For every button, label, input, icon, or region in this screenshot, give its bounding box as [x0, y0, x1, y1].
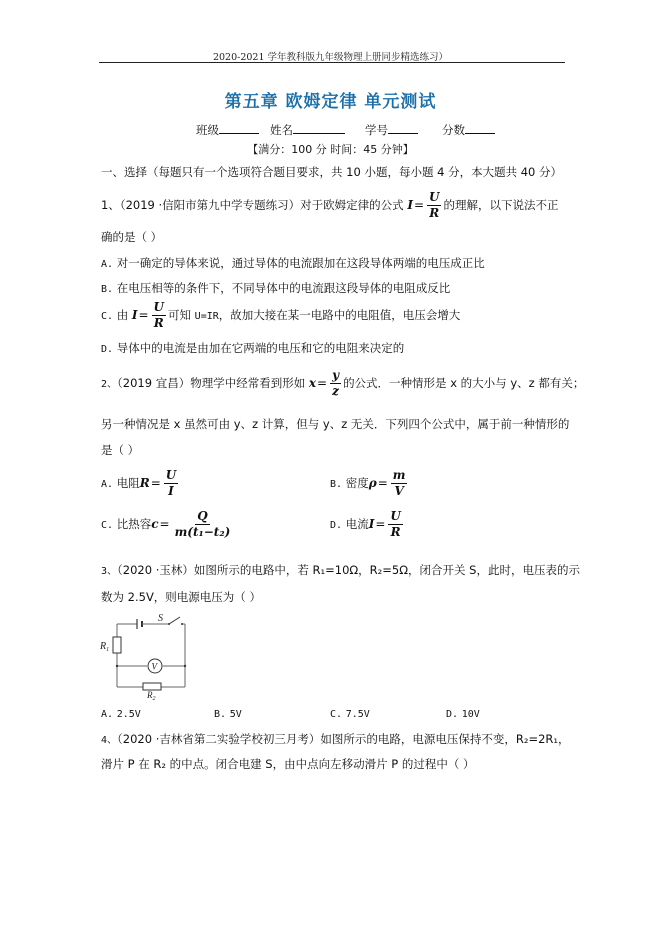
formula-lhs: x: [308, 376, 317, 390]
battery-icon: [137, 619, 147, 629]
formula-fraction: [427, 190, 441, 221]
question-text: 如图所示的电路，电源电压保持不变，R₂=2R₁，: [320, 732, 570, 746]
fraction-numerator: U: [165, 468, 177, 482]
formula-lhs: ρ: [368, 476, 377, 490]
q2-option-b[interactable]: [330, 468, 409, 499]
header-divider: [99, 62, 565, 63]
q2-option-c[interactable]: [101, 509, 234, 540]
q2-option-a[interactable]: [101, 468, 180, 499]
fraction-numerator: Q: [197, 509, 208, 523]
q1-option-c[interactable]: [101, 300, 460, 331]
question-number: 3、: [101, 566, 118, 577]
fraction-denominator: R: [153, 316, 164, 330]
q3-option-a[interactable]: [101, 706, 141, 720]
question-2-line-1: [101, 368, 584, 399]
option-letter: A.: [101, 259, 114, 270]
info-label: 分数: [442, 123, 465, 137]
q3-option-b[interactable]: [214, 706, 242, 720]
fraction-denominator: V: [394, 484, 404, 498]
formula-fraction: [173, 509, 233, 540]
info-label: 学号: [365, 123, 388, 137]
option-text: 可知: [168, 308, 192, 322]
class-blank[interactable]: [219, 121, 259, 134]
option-text: 5V: [229, 709, 242, 720]
option-text: 7.5V: [345, 709, 370, 720]
question-text: 对于欧姆定律的公式: [300, 198, 404, 212]
option-text: ，故加大接在某一电路中的电阻值，电压会增大: [218, 308, 461, 322]
option-text: 电流: [345, 517, 369, 531]
option-text: 电阻: [116, 476, 140, 490]
info-field-name: [270, 121, 345, 138]
formula-lhs: I: [368, 517, 375, 531]
question-source: （2020 ·吉林省第二实验学校初三月考）: [117, 732, 321, 746]
id-blank[interactable]: [388, 121, 418, 134]
junction-dot: [116, 665, 118, 667]
circuit-diagram: [97, 612, 192, 702]
option-letter: D.: [101, 344, 114, 355]
question-2-line-2: 另一种情况是 x 虽然可由 y、z 计算，但与 y、z 无关．下列四个公式中，属于前一种情形的: [101, 417, 570, 431]
r1-label: $R_1$: [100, 641, 110, 653]
question-4-line-2: 滑片 P 在 R₂ 的中点。闭合电建 S，由中点向左移动滑片 P 的过程中（ ）: [101, 757, 475, 771]
running-header: 2020-2021 学年教科版九年级物理上册同步精选练习）: [212, 52, 449, 63]
question-4-line-1: [101, 731, 570, 747]
fraction-numerator: U: [390, 509, 401, 523]
info-label: 姓名: [270, 123, 293, 137]
page-title: 第五章 欧姆定律 单元测试: [224, 92, 437, 112]
r2-label: $R_2$: [147, 690, 156, 702]
option-text: 2.5V: [116, 709, 141, 720]
resistor-r1-icon: [113, 637, 121, 653]
fraction-numerator: y: [332, 368, 340, 382]
option-letter: A.: [101, 709, 114, 720]
info-label: 班级: [196, 123, 219, 137]
option-letter: D.: [446, 709, 459, 720]
option-letter: C.: [101, 520, 114, 531]
info-field-score: [442, 121, 495, 138]
question-number: 4、: [101, 735, 118, 746]
equals-sign: =: [150, 476, 161, 490]
equals-sign: =: [377, 476, 388, 490]
equals-sign: =: [413, 198, 424, 212]
name-blank[interactable]: [293, 121, 345, 134]
question-number: 1、: [101, 198, 120, 212]
info-field-class: [196, 121, 259, 138]
question-text: 物理学中经常看到形如: [190, 376, 306, 390]
formula-lhs: c: [151, 517, 159, 531]
option-formula: U=IR: [194, 311, 219, 322]
question-2-line-3: 是（ ）: [101, 443, 140, 457]
q2-option-d[interactable]: [330, 509, 405, 540]
question-3-line-2: 数为 2.5V，则电源电压为（ ）: [101, 590, 261, 604]
voltmeter-label: V: [151, 661, 157, 672]
info-field-id: [365, 121, 418, 138]
option-letter: C.: [330, 709, 343, 720]
option-text: 比热容: [116, 517, 152, 531]
option-text: 在电压相等的条件下，不同导体中的电流跟这段导体的电阻成反比: [116, 281, 451, 295]
fraction-denominator: I: [168, 484, 174, 498]
formula-lhs: I: [407, 198, 413, 212]
option-text: 10V: [461, 709, 480, 720]
option-letter: B.: [101, 284, 114, 295]
fraction-denominator: R: [429, 206, 440, 220]
fraction-numerator: U: [429, 190, 440, 204]
q3-option-c[interactable]: [330, 706, 370, 720]
question-text: 的理解，以下说法不正: [443, 198, 559, 212]
fraction-denominator: R: [390, 525, 401, 539]
question-number: 2、: [101, 379, 118, 390]
question-source: （2019 ·信阳市第九中学专题练习）: [119, 198, 301, 212]
fraction-numerator: m: [392, 468, 406, 482]
score-blank[interactable]: [465, 121, 495, 134]
equals-sign: =: [317, 376, 328, 390]
formula-lhs: I: [131, 308, 138, 322]
equals-sign: =: [375, 517, 386, 531]
option-text: 密度: [345, 476, 369, 490]
resistor-r2-icon: [143, 683, 161, 690]
formula-fraction: [164, 468, 178, 499]
equals-sign: =: [138, 308, 149, 322]
equals-sign: =: [159, 517, 170, 531]
fraction-denominator: z: [332, 384, 339, 398]
question-text: 如图所示的电路中，若 R₁=10Ω，R₂=5Ω，闭合开关 S，此时，电压表的示: [193, 563, 580, 577]
q1-option-b[interactable]: [101, 280, 450, 296]
question-text: 的公式．一种情形是 x 的大小与 y、z 都有关；: [343, 376, 585, 390]
option-letter: A.: [101, 479, 114, 490]
section-heading: 一、选择（每题只有一个选项符合题目要求，共 10 小题，每小题 4 分，本大题共 40 分）: [101, 165, 563, 179]
option-text: 对一确定的导体来说，通过导体的电流跟加在这段导体两端的电压成正比: [116, 256, 485, 270]
score-time-info: 【满分：100 分 时间：45 分钟】: [247, 143, 414, 156]
switch-label: S: [158, 613, 163, 624]
question-source: （2019 宜昌）: [117, 376, 191, 390]
q3-option-d[interactable]: [446, 706, 480, 720]
q1-option-a[interactable]: [101, 255, 485, 271]
question-source: （2020 ·玉林）: [117, 563, 194, 577]
question-1-line-2: 确的是（ ）: [101, 230, 163, 244]
formula-fraction: [330, 368, 341, 399]
option-letter: B.: [214, 709, 227, 720]
option-text: 由: [116, 308, 129, 322]
switch-icon: [168, 617, 183, 625]
question-1-line-1: [101, 190, 558, 221]
fraction-denominator: m(t₁−t₂): [174, 525, 231, 539]
formula-lhs: R: [139, 476, 150, 490]
option-letter: D.: [330, 520, 343, 531]
formula-fraction: [152, 300, 166, 331]
question-3-line-1: [101, 562, 580, 578]
formula-fraction: [388, 509, 402, 540]
option-letter: C.: [101, 311, 114, 322]
formula-fraction: [391, 468, 408, 499]
fraction-numerator: U: [153, 300, 165, 314]
q1-option-d[interactable]: [101, 340, 404, 356]
junction-dot: [184, 665, 186, 667]
option-letter: B.: [330, 479, 343, 490]
option-text: 导体中的电流是由加在它两端的电压和它的电阻来决定的: [116, 341, 405, 355]
